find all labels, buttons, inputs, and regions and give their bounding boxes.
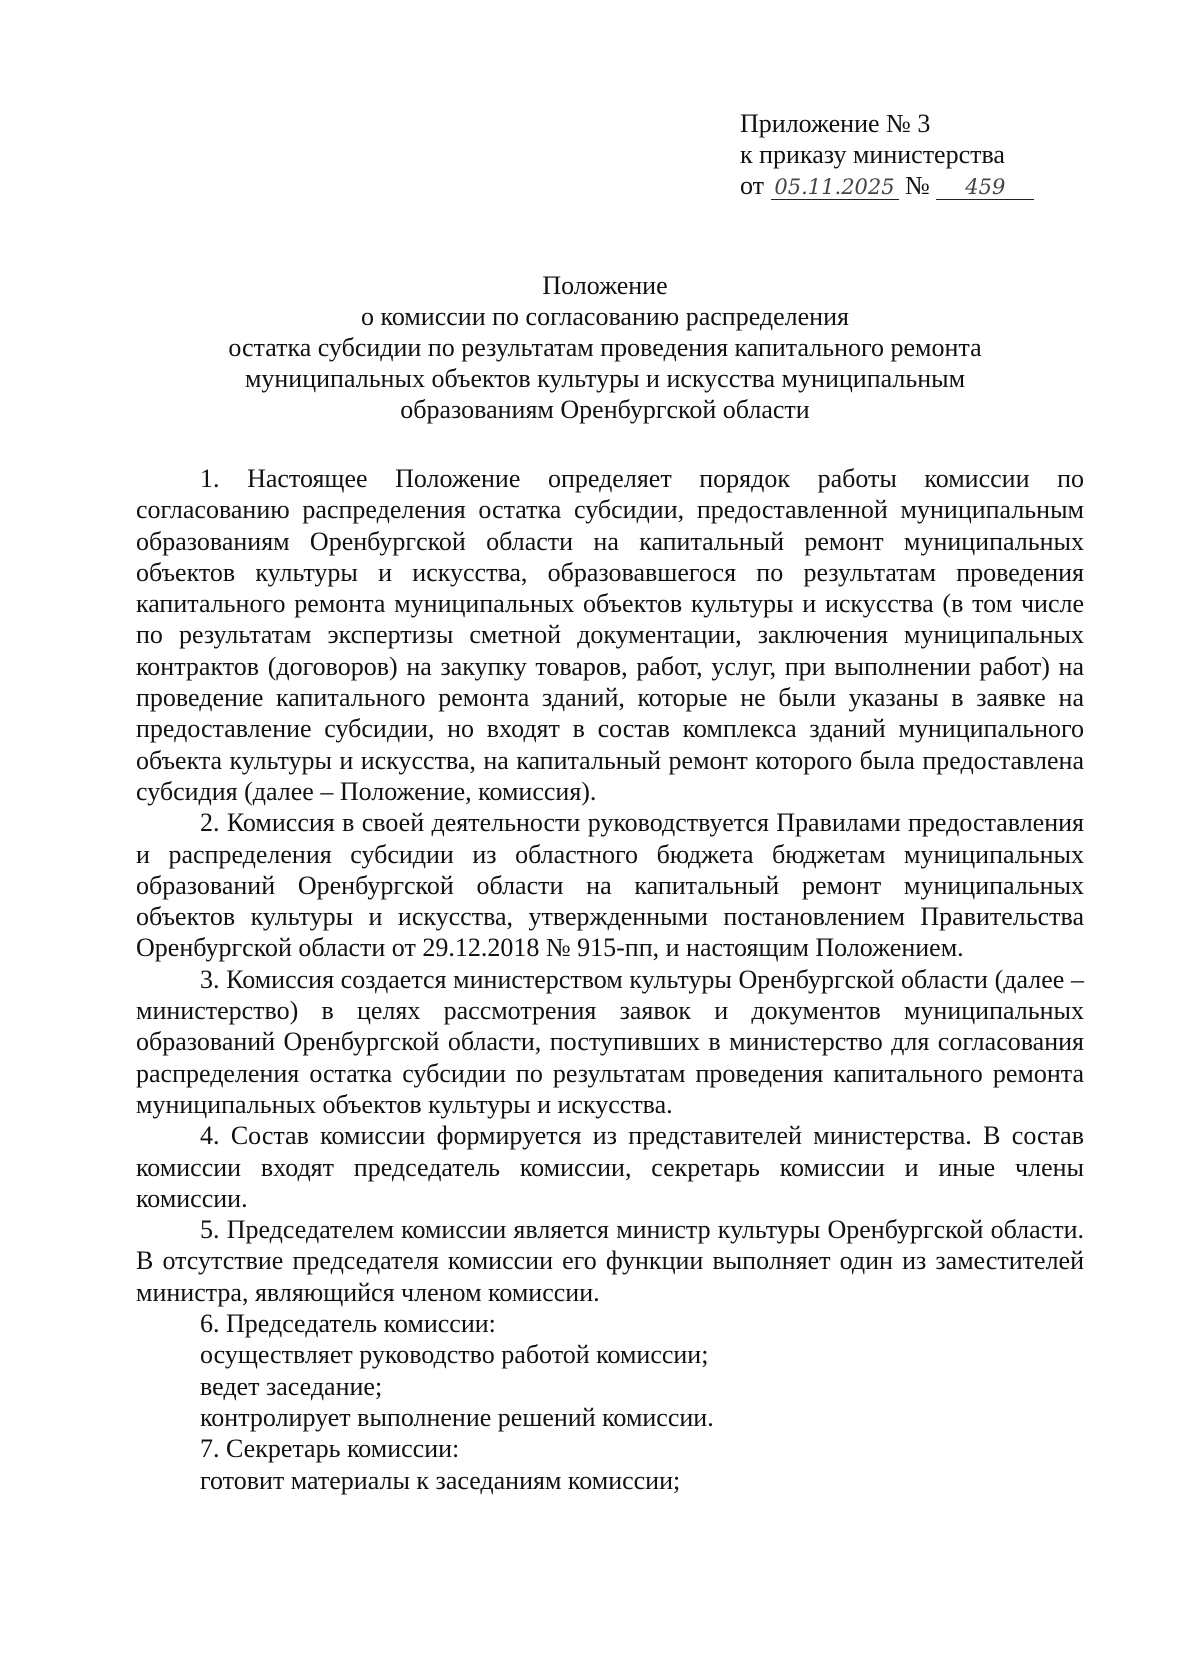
paragraph-1: 1. Настоящее Положение определяет порядок работы комиссии по согласованию распределения остатка субсидии, предоставленной муниципальным образованиям Оренбургской области на капитальный ремонт муниципальных объектов культуры и искусства, образовавшегося по результатам проведения капитального ремонта муниципальных объектов культуры и искусства (в том числе по результатам экспертизы сметной документации, заключения муниципальных контрактов (договоров) на закупку товаров, работ, услуг, при выполнении работ) на проведение капитального ремонта зданий, которые не были указаны в заявке на предоставление субсидии, но входят в состав комплекса зданий муниципального объекта культуры и искусства, на капитальный ремонт которого была предоставлена субсидия (далее – Положение, комиссия). xyxy=(136,464,1084,806)
attachment-order: к приказу министерства xyxy=(740,140,1005,169)
paragraph-2: 2. Комиссия в своей деятельности руководствуется Правилами предоставления и распределения субсидии из областного бюджета бюджетам муниципальных образований Оренбургской области на капитальный ремонт муниципальных объектов культуры и искусства, утвержденными постановлением Правительства Оренбургской области от 29.12.2018 № 915-пп, и настоящим Положением. xyxy=(136,808,1084,963)
handwritten-date: 05.11.2025 xyxy=(771,175,899,200)
handwritten-number: 459 xyxy=(936,175,1034,200)
number-label: № xyxy=(905,171,930,200)
paragraph-3: 3. Комиссия создается министерством культуры Оренбургской области (далее – министерство) в целях рассмотрения заявок и документов муниципальных образований Оренбургской области, поступивших в министерство для согласования распределения остатка субсидии по результатам проведения капитального ремонта муниципальных объектов культуры и искусства. xyxy=(136,964,1084,1119)
list-item: осуществляет руководство работой комиссии; xyxy=(200,1340,709,1370)
list-item: контролирует выполнение решений комиссии. xyxy=(200,1402,714,1432)
document-title xyxy=(130,270,1080,425)
attachment-date-line xyxy=(740,170,1034,201)
title-line: муниципальных объектов культуры и искусства муниципальным xyxy=(244,364,966,393)
title-line: Положение xyxy=(542,271,668,300)
attachment-number: Приложение № 3 xyxy=(740,109,931,138)
title-line: остатка субсидии по результатам проведения капитального ремонта xyxy=(228,333,982,362)
from-label: от xyxy=(740,171,765,200)
title-line: образованиям Оренбургской области xyxy=(400,395,810,424)
attachment-block xyxy=(740,108,1034,201)
paragraph-6-heading: 6. Председатель комиссии: xyxy=(200,1309,496,1339)
paragraph-7-heading: 7. Секретарь комиссии: xyxy=(200,1434,460,1464)
paragraph-5: 5. Председателем комиссии является министр культуры Оренбургской области. В отсутствие председателя комиссии его функции выполняет один из заместителей министра, являющийся членом комиссии. xyxy=(136,1215,1084,1307)
document-body xyxy=(136,463,1084,1496)
list-item: готовит материалы к заседаниям комиссии; xyxy=(200,1465,681,1495)
list-item: ведет заседание; xyxy=(200,1371,383,1401)
paragraph-4: 4. Состав комиссии формируется из представителей министерства. В состав комиссии входят председатель комиссии, секретарь комиссии и иные члены комиссии. xyxy=(136,1121,1084,1213)
title-line: о комиссии по согласованию распределения xyxy=(361,302,849,331)
